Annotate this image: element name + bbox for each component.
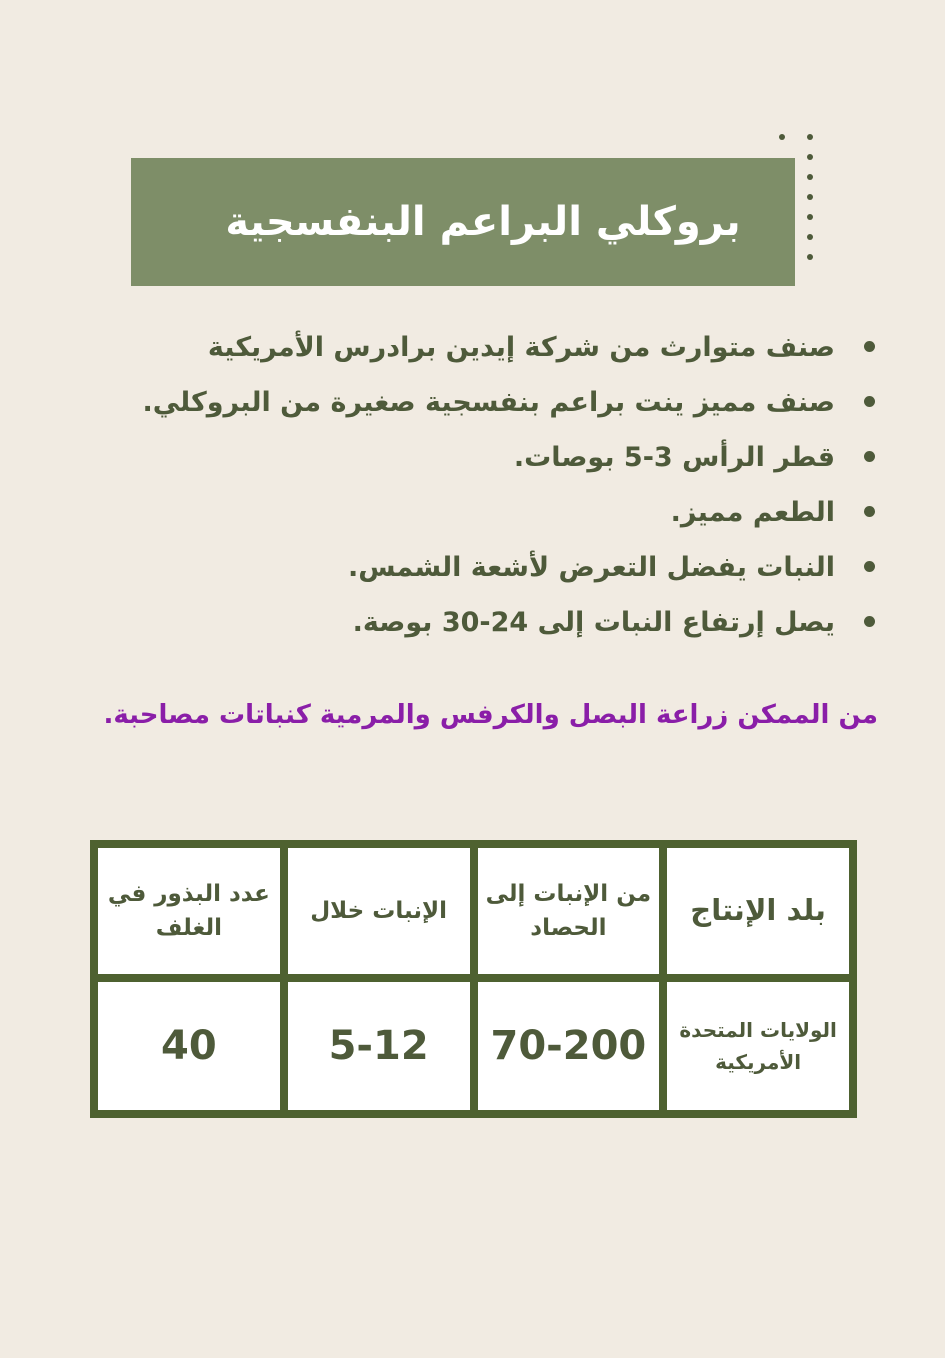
header-germination: الإنبات خلال [284,844,474,978]
list-item [35,375,835,430]
feature-text: صنف متوارث من شركة إيدين برادرس الأمريكية [207,332,835,363]
companion-note: من الممكن زراعة البصل والكرفس والمرمية كنباتات مصاحبة. [103,700,878,730]
value-germination-text: 5-12 [328,1023,429,1069]
table-header-row [94,844,853,978]
header-seed-count: عدد البذور في الغلف [94,844,284,978]
value-to-harvest [474,978,664,1114]
bullet-icon [864,561,875,572]
list-item [35,485,835,540]
list-item [35,595,835,650]
dot [807,154,813,160]
dot [807,214,813,220]
bullet-icon [864,616,875,627]
feature-text: قطر الرأس 3-5 بوصات. [513,442,835,473]
table-row [94,978,853,1114]
dot [779,134,785,140]
dot [807,134,813,140]
value-germination [284,978,474,1114]
dot [807,194,813,200]
dot [807,254,813,260]
feature-text: النبات يفضل التعرض لأشعة الشمس. [347,552,835,583]
bullet-icon [864,396,875,407]
page-title: بروكلي البراعم البنفسجية [225,199,741,245]
bullet-icon [864,506,875,517]
bullet-icon [864,451,875,462]
header-to-harvest: من الإنبات إلى الحصاد [474,844,664,978]
feature-text: صنف مميز ينت براعم بنفسجية صغيرة من البروكلي. [142,387,835,418]
value-seed-count: 40 [94,978,284,1114]
title-banner [131,158,795,286]
info-table [90,840,857,1118]
header-country: بلد الإنتاج [663,844,853,978]
feature-text: الطعم مميز. [670,497,835,528]
bullet-icon [864,341,875,352]
value-to-harvest-text: 70-200 [490,1023,647,1069]
feature-list [35,320,835,650]
list-item [35,430,835,485]
value-country: الولايات المتحدة الأمريكية [663,978,853,1114]
list-item [35,540,835,595]
dot [807,174,813,180]
dot [807,234,813,240]
list-item [35,320,835,375]
feature-text: يصل إرتفاع النبات إلى 24-30 بوصة. [352,607,835,638]
